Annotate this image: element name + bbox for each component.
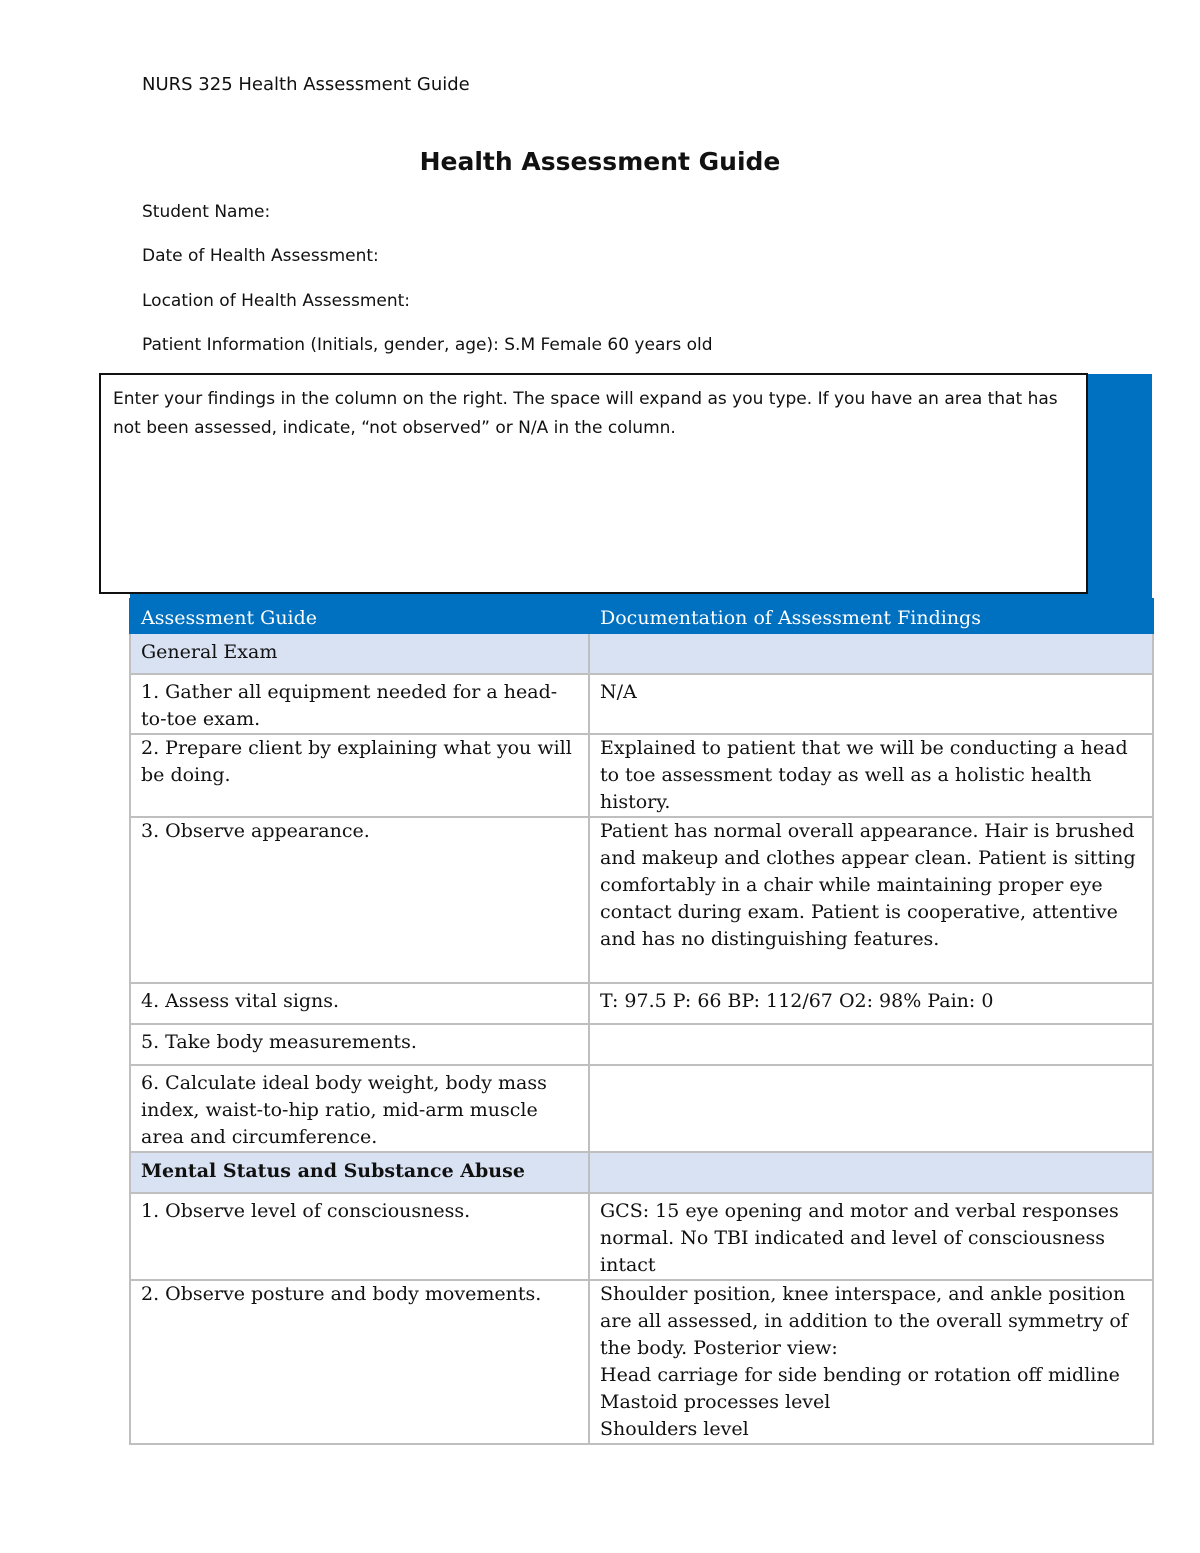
section-row-mental-status (130, 1152, 1153, 1193)
finding-cell[interactable] (589, 1065, 1153, 1152)
section-blank-cell (589, 633, 1153, 674)
finding-cell[interactable]: Patient has normal overall appearance. Hair is brushed and makeup and clothes appear clean. Patient is sitting comfortably in a chair while maintaining proper eye contact during exam. Patient is cooperative, attentive and has no distinguishing features. (589, 817, 1153, 983)
table-row (130, 1193, 1153, 1280)
finding-cell[interactable]: T: 97.5 P: 66 BP: 112/67 O2: 98% Pain: 0 (589, 983, 1153, 1024)
guide-cell: 6. Calculate ideal body weight, body mass index, waist-to-hip ratio, mid-arm muscle area and circumference. (130, 1065, 589, 1152)
table-row (130, 674, 1153, 734)
section-title: Mental Status and Substance Abuse (130, 1152, 589, 1193)
table-row (130, 1065, 1153, 1152)
guide-cell: 1. Gather all equipment needed for a head-to-toe exam. (130, 674, 589, 734)
guide-cell: 3. Observe appearance. (130, 817, 589, 983)
table-row (130, 1280, 1153, 1444)
assessment-table (129, 598, 1154, 1445)
table-row (130, 817, 1153, 983)
column-header-guide: Assessment Guide (130, 599, 589, 633)
guide-cell: 1. Observe level of consciousness. (130, 1193, 589, 1280)
finding-cell[interactable]: N/A (589, 674, 1153, 734)
patient-information (142, 335, 713, 355)
finding-cell[interactable]: GCS: 15 eye opening and motor and verbal responses normal. No TBI indicated and level of consciousness intact (589, 1193, 1153, 1280)
table-row (130, 983, 1153, 1024)
page-title: Health Assessment Guide (419, 147, 781, 176)
finding-cell[interactable] (589, 1024, 1153, 1065)
instruction-box (99, 373, 1088, 594)
date-label: Date of Health Assessment: (142, 246, 379, 266)
location-label: Location of Health Assessment: (142, 291, 411, 311)
guide-cell: 4. Assess vital signs. (130, 983, 589, 1024)
table-row (130, 1024, 1153, 1065)
guide-cell: 2. Observe posture and body movements. (130, 1280, 589, 1444)
guide-cell: 2. Prepare client by explaining what you will be doing. (130, 734, 589, 817)
guide-cell: 5. Take body measurements. (130, 1024, 589, 1065)
instruction-text: Enter your findings in the column on the right. The space will expand as you type. If you have an area that has not been assessed, indicate, “not observed” or N/A in the column. (113, 389, 1058, 438)
patient-info-label: Patient Information (Initials, gender, age): (142, 335, 499, 355)
table-header-row (130, 599, 1153, 633)
finding-cell[interactable]: Shoulder position, knee interspace, and ankle position are all assessed, in addition to the overall symmetry of the body. Posterior view: Head carriage for side bending or rotation off midline Mastoid processes level Shoulders level (589, 1280, 1153, 1444)
running-header: NURS 325 Health Assessment Guide (142, 74, 470, 95)
section-row-general-exam (130, 633, 1153, 674)
table-row (130, 734, 1153, 817)
section-blank-cell (589, 1152, 1153, 1193)
column-header-findings: Documentation of Assessment Findings (589, 599, 1153, 633)
patient-info-value[interactable]: S.M Female 60 years old (498, 335, 713, 355)
section-title: General Exam (130, 633, 589, 674)
finding-cell[interactable]: Explained to patient that we will be conducting a head to toe assessment today as well as a holistic health history. (589, 734, 1153, 817)
student-name-label: Student Name: (142, 202, 271, 222)
